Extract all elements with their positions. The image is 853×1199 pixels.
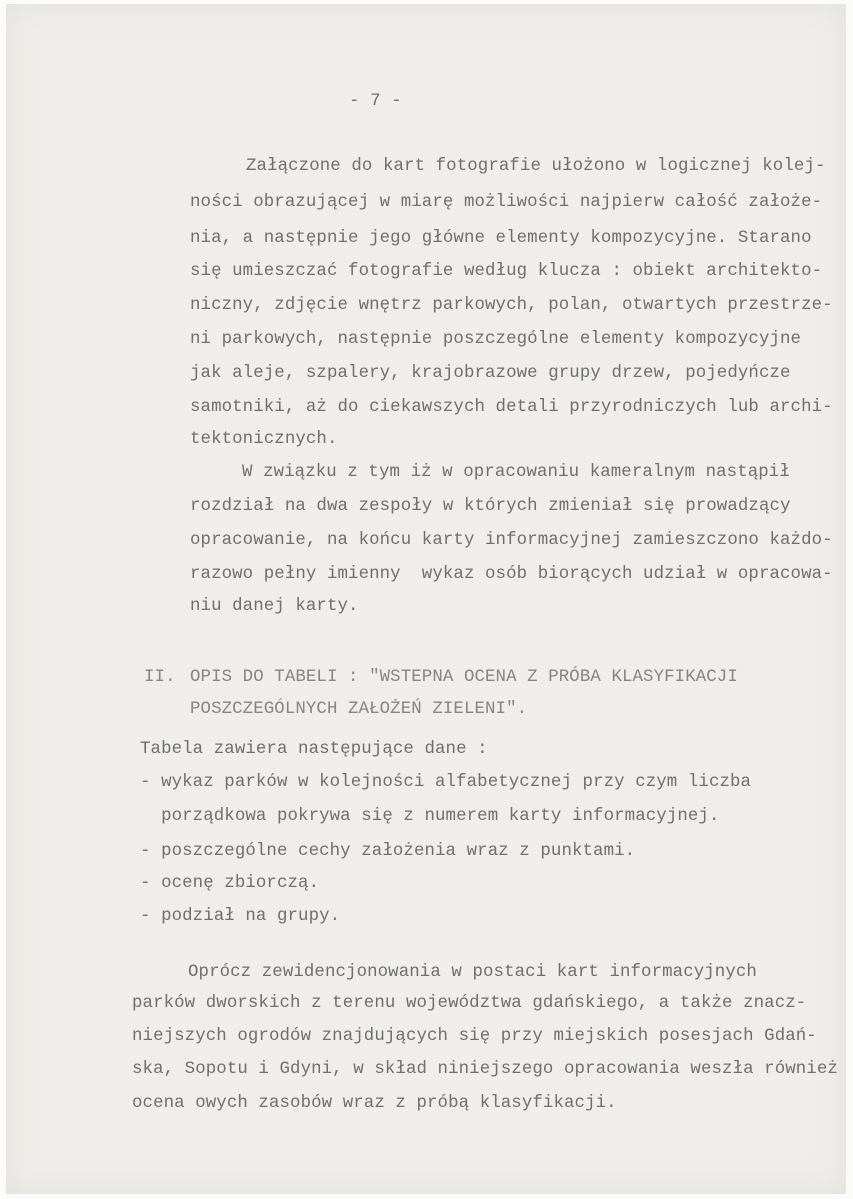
list-item: - wykaz parków w kolejności alfabetycznej przy czym liczba xyxy=(140,773,752,792)
text-line: Załączone do kart fotografie ułożono w logicznej kolej- xyxy=(246,157,826,176)
text-line: niczny, zdjęcie wnętrz parkowych, polan, otwartych przestrze- xyxy=(190,296,833,315)
text-line: samotniki, aż do ciekawszych detali przyrodniczych lub archi- xyxy=(190,398,833,417)
text-line: nia, a następnie jego główne elementy kompozycyjne. Starano xyxy=(190,229,812,248)
text-line: opracowanie, na końcu karty informacyjnej zamieszczono każdo- xyxy=(190,531,833,550)
text-line: tektonicznych. xyxy=(190,430,338,449)
text-line: W związku z tym iż w opracowaniu kameralnym nastąpił xyxy=(242,463,790,482)
text-line: ocena owych zasobów wraz z próbą klasyfikacji. xyxy=(132,1094,617,1113)
text-line: ni parkowych, następnie poszczególne elementy kompozycyjne xyxy=(190,330,802,349)
text-line: niejszych ogrodów znajdujących się przy miejskich posesjach Gdań- xyxy=(132,1027,817,1046)
document-page xyxy=(6,4,846,1194)
section-title-line: OPIS DO TABELI : "WSTEPNA OCENA Z PRÓBA KLASYFIKACJI xyxy=(190,668,738,687)
text-line: ska, Sopotu i Gdyni, w skład niniejszego opracowania weszła również xyxy=(132,1060,838,1079)
section-title-line: POSZCZEGÓLNYCH ZAŁOŻEŃ ZIELENI". xyxy=(190,700,528,719)
text-line: rozdział na dwa zespoły w których zmieniał się prowadzący xyxy=(190,497,791,516)
text-line: razowo pełny imienny wykaz osób biorących udział w opracowa- xyxy=(190,565,833,584)
list-item: porządkowa pokrywa się z numerem karty informacyjnej. xyxy=(140,807,720,826)
list-item: - podział na grupy. xyxy=(140,907,341,926)
list-intro: Tabela zawiera następujące dane : xyxy=(140,740,488,759)
text-line: niu danej karty. xyxy=(190,597,359,616)
list-item: - poszczególne cechy założenia wraz z punktami. xyxy=(140,842,636,861)
section-number: II. xyxy=(144,668,176,687)
text-line: Oprócz zewidencjonowania w postaci kart informacyjnych xyxy=(188,963,757,982)
text-line: ności obrazującej w miarę możliwości najpierw całość założe- xyxy=(190,193,823,212)
text-line: parków dworskich z terenu województwa gdańskiego, a także znacz- xyxy=(132,994,807,1013)
page-number: - 7 - xyxy=(349,92,402,111)
text-line: jak aleje, szpalery, krajobrazowe grupy drzew, pojedyńcze xyxy=(190,364,791,383)
list-item: - ocenę zbiorczą. xyxy=(140,874,320,893)
text-line: się umieszczać fotografie według klucza : obiekt architekto- xyxy=(190,262,823,281)
